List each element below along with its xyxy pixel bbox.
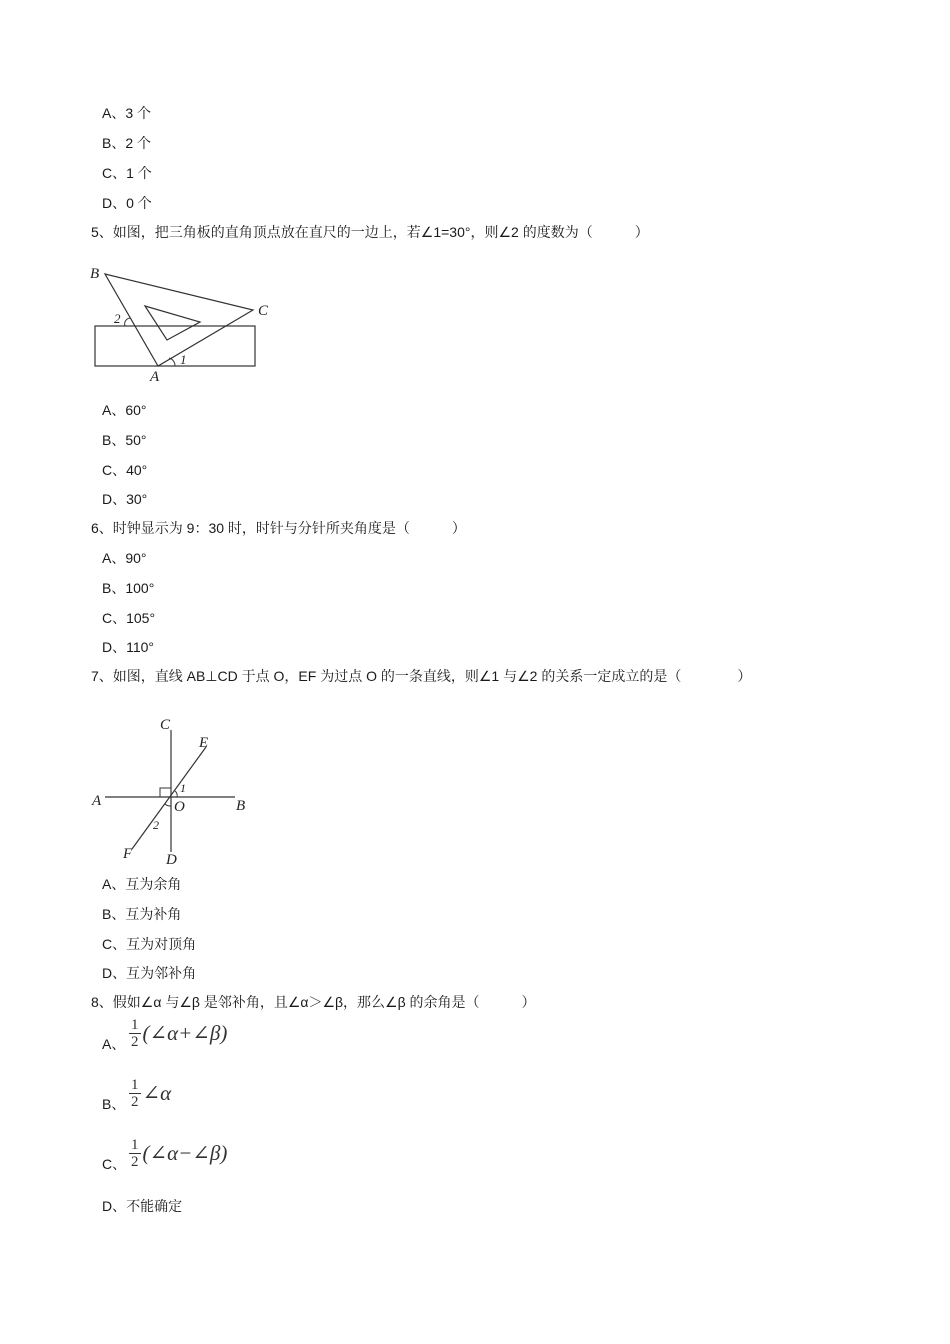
q8-option-d-prefix: D、 bbox=[102, 1198, 127, 1214]
q7-option-b: B、互为补角 bbox=[102, 906, 182, 922]
q8-option-c-math bbox=[129, 1137, 227, 1170]
frac-num: 1 bbox=[131, 1077, 139, 1093]
q8-option-a-prefix: A、 bbox=[102, 1036, 126, 1052]
label-e: E bbox=[199, 735, 209, 751]
q8-option-d bbox=[102, 1197, 182, 1215]
label-a: A bbox=[92, 793, 102, 809]
q7-option-d: D、互为邻补角 bbox=[102, 965, 197, 981]
q4-option-b: B、2 个 bbox=[102, 135, 152, 151]
q8-option-d-text: 不能确定 bbox=[126, 1198, 183, 1214]
label-c: C bbox=[258, 303, 269, 319]
q4-option-c: C、1 个 bbox=[102, 165, 152, 181]
frac-den: 2 bbox=[131, 1034, 139, 1050]
q8-stem: 8、假如∠α 与∠β 是邻补角，且∠α＞∠β，那么∠β 的余角是（ ） bbox=[91, 994, 536, 1010]
label-angle2: 2 bbox=[153, 818, 159, 832]
q6-option-b: B、100° bbox=[102, 580, 155, 596]
q4-option-d: D、0 个 bbox=[102, 195, 152, 211]
label-angle1: 1 bbox=[180, 781, 186, 795]
q5-option-c: C、40° bbox=[102, 462, 148, 478]
angle2-arc bbox=[165, 804, 171, 806]
label-b: B bbox=[90, 266, 100, 282]
q6-option-a: A、90° bbox=[102, 550, 147, 566]
label-f: F bbox=[123, 846, 133, 862]
q8-option-a-expr: (∠α+∠β) bbox=[142, 1021, 228, 1045]
angle1-arc bbox=[175, 791, 177, 797]
q7-figure-intersecting-lines bbox=[85, 712, 260, 872]
q8-option-c-prefix: C、 bbox=[102, 1156, 127, 1172]
label-angle1: 1 bbox=[180, 352, 187, 367]
q4-option-a: A、3 个 bbox=[102, 105, 152, 121]
label-b: B bbox=[236, 798, 246, 814]
q6-option-c: C、105° bbox=[102, 610, 156, 626]
line-ef bbox=[132, 747, 206, 849]
ruler-rect bbox=[95, 326, 255, 366]
q8-option-b-math bbox=[129, 1077, 171, 1110]
q5-option-d: D、30° bbox=[102, 491, 148, 507]
q6-option-d: D、110° bbox=[102, 639, 155, 655]
q6-stem: 6、时钟显示为 9：30 时，时针与分针所夹角度是（ ） bbox=[91, 520, 466, 536]
q5-figure-triangle-ruler bbox=[85, 260, 285, 388]
label-o: O bbox=[174, 799, 185, 815]
label-d: D bbox=[166, 852, 177, 868]
q5-option-a: A、60° bbox=[102, 402, 147, 418]
frac-num: 1 bbox=[131, 1137, 139, 1153]
triangle-outer bbox=[105, 274, 253, 366]
q5-option-b: B、50° bbox=[102, 432, 147, 448]
frac-den: 2 bbox=[131, 1154, 139, 1170]
label-a: A bbox=[150, 369, 160, 385]
q8-option-b-prefix: B、 bbox=[102, 1096, 126, 1112]
right-angle-mark bbox=[160, 788, 171, 797]
label-angle2: 2 bbox=[114, 311, 121, 326]
q8-option-a-math bbox=[129, 1017, 227, 1050]
q5-stem: 5、如图，把三角板的直角顶点放在直尺的一边上，若∠1=30°，则∠2 的度数为（ ） bbox=[91, 224, 649, 240]
frac-den: 2 bbox=[131, 1094, 139, 1110]
angle2-arc bbox=[125, 318, 130, 326]
q7-option-a: A、互为余角 bbox=[102, 876, 182, 892]
triangle-inner bbox=[145, 306, 200, 340]
q8-option-c-expr: (∠α−∠β) bbox=[142, 1141, 228, 1165]
label-c: C bbox=[160, 717, 171, 733]
frac-num: 1 bbox=[131, 1017, 139, 1033]
q8-option-b-expr: ∠α bbox=[142, 1081, 172, 1105]
q7-option-c: C、互为对顶角 bbox=[102, 936, 197, 952]
q7-stem: 7、如图，直线 AB⊥CD 于点 O，EF 为过点 O 的一条直线，则∠1 与∠2 的关系一定成立的是（ ） bbox=[91, 668, 752, 684]
